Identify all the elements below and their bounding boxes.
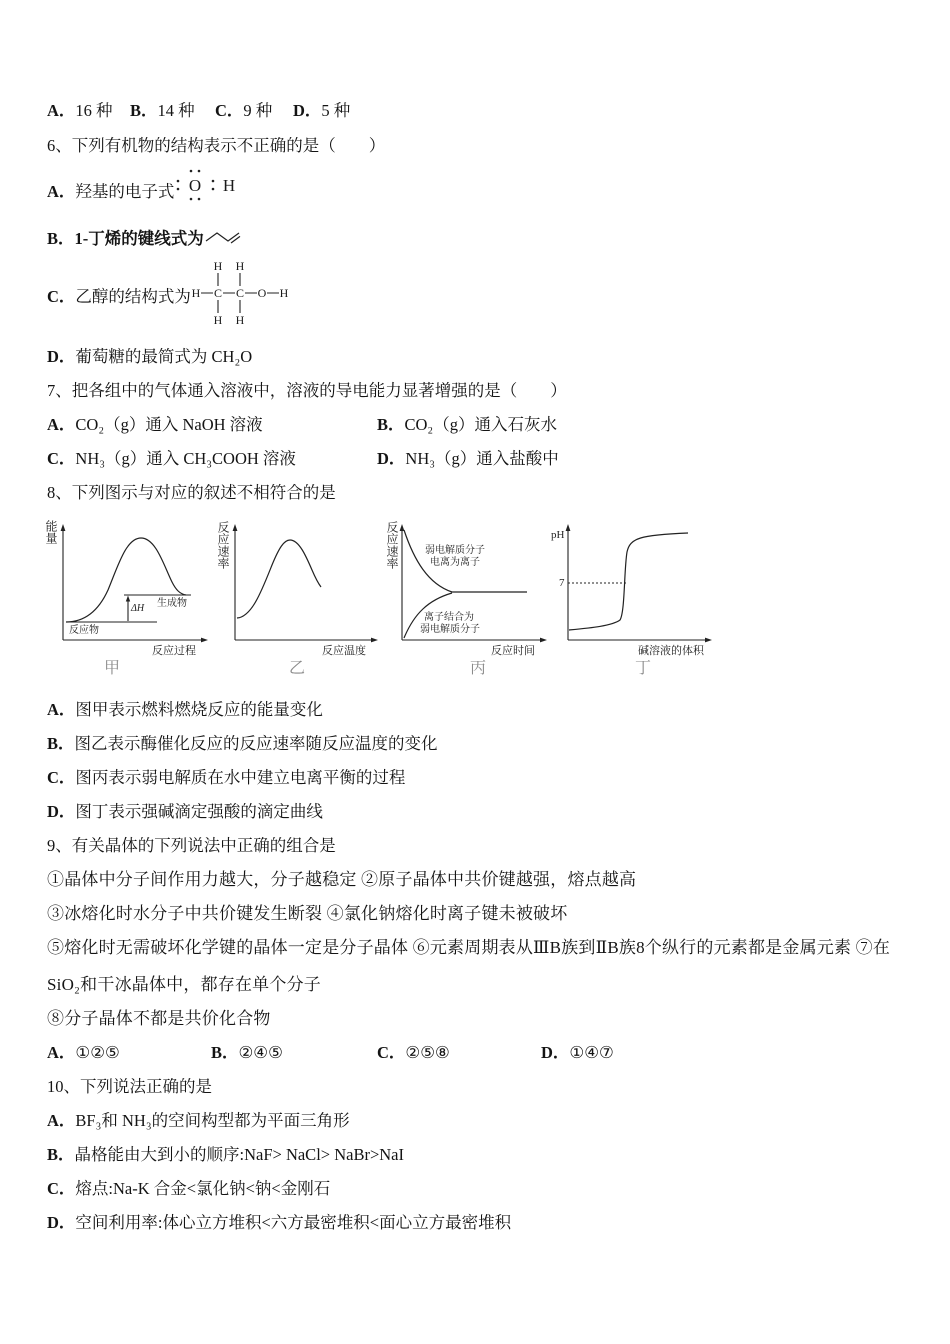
option-text: 空间利用率:体心立方堆积<六方最密堆积<面心立方最密堆积	[75, 1213, 512, 1232]
option-text: NH₃（g）通入盐酸中	[405, 449, 559, 468]
option-text: 16 种	[75, 101, 113, 120]
electron-dot	[198, 170, 201, 173]
atom-c-2: C	[235, 286, 245, 300]
q9-statement-line: ①晶体中分子间作用力越大，分子越稳定 ②原子晶体中共价键越强，熔点越高	[47, 870, 637, 889]
option-label: C．	[47, 768, 76, 787]
q8-option-c	[47, 768, 405, 788]
q9-statement-line: ⑤熔化时无需破坏化学键的晶体一定是分子晶体 ⑥元素周期表从ⅢB族到ⅡB族8个纵行的元素都是金属元素 ⑦在	[47, 938, 891, 957]
option-label: B．	[377, 415, 405, 434]
option-label: A．	[47, 182, 76, 201]
option-label: D．	[47, 1213, 76, 1232]
reactant-label: 反应物	[69, 625, 99, 636]
q10-option-b	[47, 1145, 404, 1165]
option-label: B．	[47, 229, 75, 248]
figure-ding-caption: 丁	[635, 660, 652, 677]
option-text: 晶格能由大到小的顺序:NaF> NaCl> NaBr>NaI	[74, 1145, 404, 1164]
option-label: C．	[377, 1043, 406, 1062]
q10-stem: 10、下列说法正确的是	[47, 1077, 212, 1096]
option-text: 图丁表示强碱滴定强酸的滴定曲线	[75, 802, 323, 821]
x-axis-arrow	[371, 638, 378, 643]
prev-option-a	[47, 101, 113, 121]
lower-curve-label-1: 离子结合为	[424, 612, 474, 623]
atom-h-bottom-2: H	[235, 313, 245, 327]
figure-jia-ylabel: 能量	[44, 520, 58, 544]
option-text: 9 种	[243, 101, 273, 120]
atom-h-right: H	[279, 286, 289, 300]
delta-h-arrow-head	[126, 596, 130, 602]
q8-option-b	[47, 734, 438, 754]
prev-option-d	[293, 101, 350, 121]
q9-statement-line: ⑧分子晶体不都是共价化合物	[47, 1009, 271, 1028]
ethanol-structural-formula	[188, 256, 294, 328]
figure-jia-plot	[40, 515, 210, 655]
figure-bing-ylabel: 反应速率	[385, 521, 399, 569]
butene-skeletal-formula	[203, 228, 245, 248]
option-text: 14 种	[157, 101, 195, 120]
figure-ding-ylabel: pH	[551, 529, 565, 541]
q7-option-d	[377, 449, 559, 469]
electron-dot	[198, 198, 201, 201]
option-text: ①②⑤	[75, 1043, 120, 1062]
y-axis-arrow	[400, 524, 405, 531]
option-text: 5 种	[321, 101, 351, 120]
option-label: A．	[47, 101, 76, 120]
option-text: 图乙表示酶催化反应的反应速率随反应温度的变化	[74, 734, 438, 753]
q6-option-b	[47, 229, 204, 249]
y-axis-arrow	[566, 524, 571, 531]
bond-vertical-bottom	[218, 300, 240, 313]
option-label: B．	[211, 1043, 239, 1062]
prev-option-b	[130, 101, 195, 121]
product-label: 生成物	[157, 598, 187, 609]
atom-h-bottom-1: H	[213, 313, 223, 327]
q6-option-d	[47, 347, 252, 367]
option-text: 图丙表示弱电解质在水中建立电离平衡的过程	[75, 768, 406, 787]
atom-c-1: C	[213, 286, 223, 300]
q10-option-d	[47, 1213, 511, 1233]
q7-option-a	[47, 415, 263, 435]
q8-stem: 8、下列图示与对应的叙述不相符合的是	[47, 483, 336, 502]
option-label: C．	[215, 101, 244, 120]
option-label: D．	[377, 449, 406, 468]
atom-h-top-1: H	[213, 259, 223, 273]
electron-dot	[177, 180, 180, 183]
option-label: C．	[47, 449, 76, 468]
electron-dot	[190, 198, 193, 201]
q10-option-c	[47, 1179, 330, 1199]
q7-option-b	[377, 415, 557, 435]
option-label: D．	[47, 802, 76, 821]
q10-option-a	[47, 1111, 350, 1131]
q6-option-a	[47, 182, 174, 202]
x-axis-arrow	[540, 638, 547, 643]
y-axis-arrow	[61, 524, 66, 531]
carbon-chain-bonds	[206, 233, 239, 241]
upper-curve-label-2: 电离为离子	[430, 557, 480, 568]
option-label: B．	[47, 734, 75, 753]
figure-ding-xlabel: 碱溶液的体积	[638, 645, 704, 657]
option-text: 葡萄糖的最简式为 CH₂O	[75, 347, 253, 366]
q7-option-c	[47, 449, 296, 469]
figure-yi-caption: 乙	[289, 660, 306, 677]
option-label: A．	[47, 1043, 76, 1062]
option-label: B．	[130, 101, 158, 120]
atom-h-left: H	[191, 286, 201, 300]
figure-yi-ylabel: 反应速率	[216, 521, 230, 569]
option-label: C．	[47, 1179, 76, 1198]
x-axis-arrow	[201, 638, 208, 643]
rate-temperature-curve	[237, 540, 321, 618]
option-label: A．	[47, 415, 76, 434]
q9-option-c	[377, 1043, 450, 1063]
option-text: 图甲表示燃料燃烧反应的能量变化	[75, 700, 323, 719]
q8-option-a	[47, 700, 323, 720]
prev-option-c	[215, 101, 272, 121]
figure-ding-plot	[548, 515, 718, 655]
option-text: ②④⑤	[238, 1043, 283, 1062]
option-text: ①④⑦	[569, 1043, 614, 1062]
bond-vertical-top	[218, 273, 240, 286]
q9-option-d	[541, 1043, 614, 1063]
option-label: D．	[541, 1043, 570, 1062]
y-axis-arrow	[233, 524, 238, 531]
q9-option-a	[47, 1043, 120, 1063]
electron-dot	[212, 188, 215, 191]
option-text: CO₂（g）通入 NaOH 溶液	[75, 415, 263, 434]
x-axis-arrow	[705, 638, 712, 643]
option-text: 乙醇的结构式为	[75, 287, 191, 306]
upper-curve-label-1: 弱电解质分子	[425, 545, 485, 556]
figure-jia-xlabel: 反应过程	[152, 645, 196, 657]
q9-statement-line: SiO₂和干冰晶体中，都存在单个分子	[47, 975, 321, 994]
delta-h-label: ΔH	[131, 603, 145, 614]
figure-bing-xlabel: 反应时间	[491, 645, 535, 657]
energy-curve	[66, 538, 186, 622]
option-label: A．	[47, 700, 76, 719]
q8-option-d	[47, 802, 323, 822]
option-text: CO₂（g）通入石灰水	[404, 415, 557, 434]
q6-option-c	[47, 287, 191, 307]
q6-stem: 6、下列有机物的结构表示不正确的是（ ）	[47, 136, 386, 155]
atom-o: O	[257, 286, 267, 300]
option-text: ②⑤⑧	[405, 1043, 450, 1062]
q9-statement-line: ③冰熔化时水分子中共价键发生断裂 ④氯化钠熔化时离子键未被破坏	[47, 904, 568, 923]
ph-7-tick-label: 7	[559, 577, 565, 589]
option-label: C．	[47, 287, 76, 306]
q9-option-b	[211, 1043, 283, 1063]
figure-bing-caption: 丙	[470, 660, 487, 677]
q7-stem: 7、把各组中的气体通入溶液中，溶液的导电能力显著增强的是（ ）	[47, 381, 567, 400]
option-text: 羟基的电子式	[75, 182, 175, 201]
option-label: D．	[47, 347, 76, 366]
electron-dot	[190, 170, 193, 173]
titration-curve	[569, 533, 688, 630]
figure-yi-xlabel: 反应温度	[322, 645, 366, 657]
oxygen-atom: O	[188, 176, 202, 195]
lower-curve-label-2: 弱电解质分子	[420, 624, 480, 635]
electron-dot	[212, 180, 215, 183]
figure-yi-plot	[210, 515, 380, 655]
option-text: BF₃和 NH₃的空间构型都为平面三角形	[75, 1111, 350, 1130]
option-label: B．	[47, 1145, 75, 1164]
hydrogen-atom: H	[222, 176, 236, 195]
figure-jia-caption: 甲	[104, 660, 121, 677]
atom-h-top-2: H	[235, 259, 245, 273]
hydroxyl-electron-formula	[170, 165, 240, 205]
option-label: D．	[293, 101, 322, 120]
q9-stem: 9、有关晶体的下列说法中正确的组合是	[47, 836, 336, 855]
option-text: NH₃（g）通入 CH₃COOH 溶液	[75, 449, 296, 468]
option-label: A．	[47, 1111, 76, 1130]
option-text: 1-丁烯的键线式为	[74, 229, 204, 248]
option-text: 熔点:Na-K 合金<氯化钠<钠<金刚石	[75, 1179, 331, 1198]
electron-dot	[177, 188, 180, 191]
